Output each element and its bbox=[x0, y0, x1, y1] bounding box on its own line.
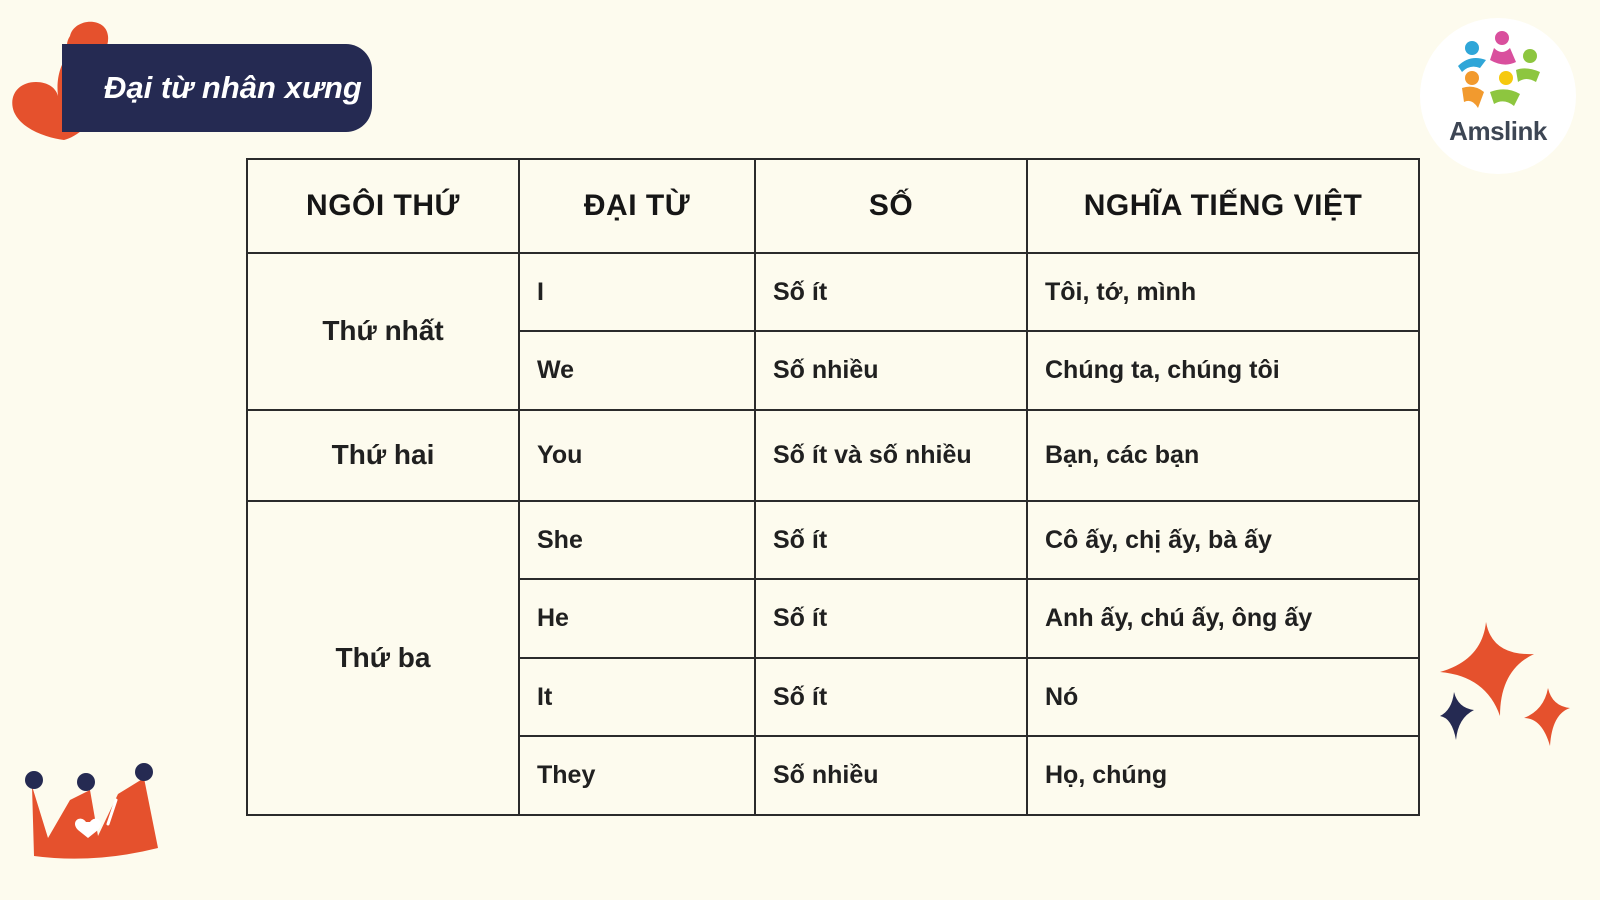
people-logo-icon bbox=[1450, 26, 1546, 116]
meaning-cell: Tôi, tớ, mình bbox=[1027, 253, 1419, 332]
sparkle-stars-icon bbox=[1440, 622, 1580, 762]
number-cell: Số nhiều bbox=[755, 736, 1027, 815]
meaning-cell: Anh ấy, chú ấy, ông ấy bbox=[1027, 579, 1419, 658]
header-ngoi-thu: NGÔI THỨ bbox=[247, 159, 519, 253]
logo-text: Amslink bbox=[1449, 116, 1547, 146]
header-dai-tu: ĐẠI TỪ bbox=[519, 159, 755, 253]
table-row bbox=[247, 253, 1419, 332]
header-nghia: NGHĨA TIẾNG VIỆT bbox=[1027, 159, 1419, 253]
pronoun-cell: I bbox=[519, 253, 755, 332]
number-cell: Số ít bbox=[755, 579, 1027, 658]
person-cell: Thứ nhất bbox=[247, 253, 519, 410]
pronoun-cell: He bbox=[519, 579, 755, 658]
pronoun-cell: It bbox=[519, 658, 755, 737]
person-cell: Thứ ba bbox=[247, 501, 519, 815]
brand-logo bbox=[1420, 18, 1576, 174]
page-title: Đại từ nhân xưng bbox=[104, 70, 362, 105]
number-cell: Số nhiều bbox=[755, 331, 1027, 410]
number-cell: Số ít bbox=[755, 501, 1027, 580]
table-row bbox=[247, 501, 1419, 580]
number-cell: Số ít bbox=[755, 253, 1027, 332]
header-so: SỐ bbox=[755, 159, 1027, 253]
person-cell: Thứ hai bbox=[247, 410, 519, 501]
pronoun-cell: You bbox=[519, 410, 755, 501]
table-header-row bbox=[247, 159, 1419, 253]
meaning-cell: Họ, chúng bbox=[1027, 736, 1419, 815]
number-cell: Số ít và số nhiều bbox=[755, 410, 1027, 501]
table-row bbox=[247, 410, 1419, 501]
pronoun-table bbox=[246, 158, 1420, 816]
pronoun-cell: We bbox=[519, 331, 755, 410]
meaning-cell: Cô ấy, chị ấy, bà ấy bbox=[1027, 501, 1419, 580]
meaning-cell: Nó bbox=[1027, 658, 1419, 737]
pronoun-cell: She bbox=[519, 501, 755, 580]
meaning-cell: Chúng ta, chúng tôi bbox=[1027, 331, 1419, 410]
crown-icon bbox=[20, 760, 170, 870]
number-cell: Số ít bbox=[755, 658, 1027, 737]
pronoun-cell: They bbox=[519, 736, 755, 815]
meaning-cell: Bạn, các bạn bbox=[1027, 410, 1419, 501]
